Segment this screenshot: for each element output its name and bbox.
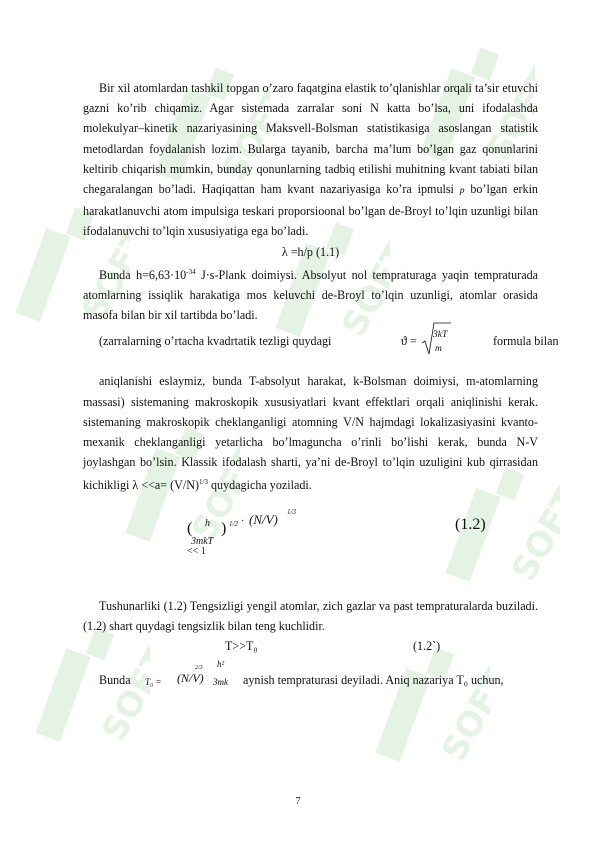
paragraph-definitions: aniqlanishi eslaymiz, bunda T-absolyut harakat, k-Bolsman doimiysi, m-atomlarning massasi) sistemaning makroskopik xususiyatlari kvant effektlari orqali aniqlinishi kerak. sistemaning makroskopik cheklanganligi atomning V/N hajmdagi lokalizasiyasini kvanto-mexanik cheklanganligi yetarlicha bo’lmaguncha o’rinli bo’lishi kerak, bunda N-V joylashgan bo’lsin. Klassik ifodalash sharti, ya’ni de-Broyl to’lqin uzuligini kub qirrasidan kichikligi $\lambda <<a= (V/N)^{1/3}$ quydagicha yoziladi. (83, 374, 538, 493)
ineq-numerator: h (205, 517, 210, 529)
ineq-dot: · (241, 515, 245, 527)
equation-1-2-label: (1.2) (455, 515, 486, 533)
ineq-left-paren: ( (187, 519, 193, 537)
t0-lhs: T₀ = (145, 677, 162, 688)
equation-1-2b-label: (1.2`) (413, 639, 441, 654)
equation-1-2 (83, 507, 538, 570)
paragraph-conditions: Tushunarliki (1.2) Tengsizligi yengil atomlar, zich gazlar va past tempraturalarda buziladi. (1.2) shart quydagi tengsizlik bilan teng kuchlidir. (83, 598, 538, 633)
velocity-line (83, 325, 559, 371)
paragraph-planck: Bunda $h=6,63\cdot 10^{-34}$ J·s-Plank doimiysi. Absolyut nol tempraturaga yaqin tempraturada atomlarning issiqlik harakatiga mos keluvchi de-Broyl to’lqin uzunligi, atomlar orasida masofa bilan bir xil tartibda bo’ladi. (83, 267, 538, 323)
equation-1-1: λ =h/p (1.1) (281, 244, 340, 259)
ineq-denominator: 3mkT (191, 535, 214, 547)
svg-text:SOFT: SOFT (184, 441, 240, 549)
svg-text:SOFT: SOFT (334, 236, 390, 344)
t0-denominator: 3mk (213, 677, 228, 688)
svg-text:SOFT: SOFT (94, 641, 150, 749)
velocity-lhs: ϑ = (401, 334, 417, 349)
svg-text:SOFT: SOFT (434, 661, 490, 769)
velocity-text-left: (zarralarning o’rtacha kvadrtatik tezligi quydagi (99, 334, 332, 349)
velocity-numerator: 3kT (433, 330, 448, 341)
ineq-exp-half: 1/2 (229, 519, 238, 528)
t0-line (83, 656, 538, 696)
svg-text:SOFT: SOFT (214, 81, 270, 189)
paragraph-intro: Bir xil atomlardan tashkil topgan o’zaro faqatgina elastik to’qlanishlar orqali ta’sir etuvchi gazni ko’rib chiqamiz. Agar sistemada zarralar soni N katta bo’lsa, uni ifodalashda molekulyar–kinetik nazariyasining Maksvell-Bolsman statistikasiga asoslangan statistik metodlardan foydalanish lozim. Bularga tayanib, barcha ma’lum bo’lgan gaz qonunlarini keltirib chiqarish mumkin, bunday qonunlarning tadbiq etilishi muhitning kvant tabiati bilan chegaralangan bo’ladi. Haqiqattan ham kvant nazariyasiga ko’ra ipmulsi p bo’lgan erkin harakatlanuvchi atom impulsiga teskari proporsioonal bo’lgan de-Broyl to’lqin uzunligi bilan ifodalanuvchi to’lqin xususiyatiga ega bo’ladi. (83, 81, 538, 239)
t0-base: (N/V) (177, 671, 204, 686)
svg-text:SOFT: SOFT (479, 61, 535, 169)
svg-text:SOFT: SOFT (504, 481, 560, 589)
t0-exp: 2/3 (195, 665, 203, 672)
t0-text-left: Bunda (99, 673, 131, 688)
equation-1-2b (83, 636, 538, 656)
ineq-relation: << 1 (187, 545, 206, 557)
velocity-denominator: m (435, 344, 442, 355)
page-number: 7 (295, 796, 301, 807)
page-body (83, 78, 559, 696)
velocity-formula (401, 330, 448, 355)
ineq-rhs-exp: 1/3 (287, 507, 296, 516)
velocity-text-right: formula bilan (493, 334, 559, 349)
ineq-right-paren: ) (221, 519, 227, 537)
equation-1-2b-text: T>>T₀ (225, 639, 258, 654)
ineq-rhs: (N/V) (249, 511, 278, 527)
t0-text-right: aynish tempraturasi deyiladi. Aniq nazariya T₀ uchun, (243, 673, 504, 688)
t0-numerator: h² (217, 659, 225, 670)
svg-text:SOFT: SOFT (74, 221, 130, 329)
